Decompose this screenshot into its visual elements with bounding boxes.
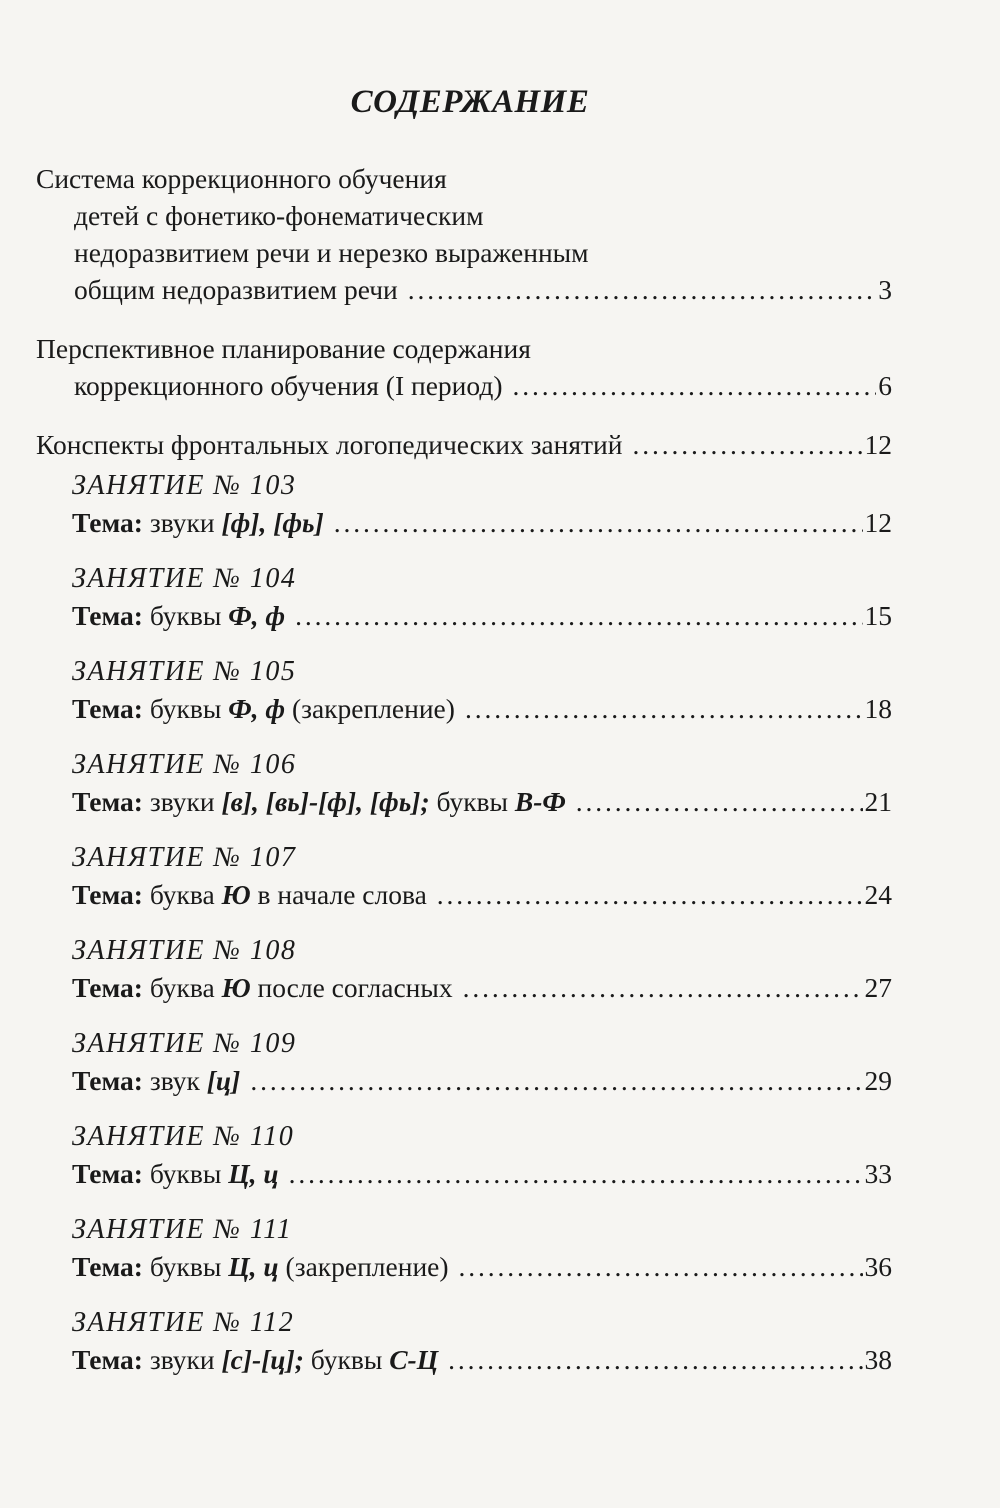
theme-text: звуки	[142, 1344, 222, 1375]
page-number: 12	[864, 507, 892, 538]
dot-leader	[566, 783, 863, 820]
toc-entry-planning[interactable]	[36, 330, 892, 404]
page-number: 21	[864, 786, 892, 817]
lesson-title: ЗАНЯТИЕ № 110	[72, 1121, 295, 1152]
theme-label: Тема:	[72, 600, 143, 631]
lesson-theme-text	[72, 783, 566, 820]
lesson-theme-line	[72, 504, 892, 541]
lesson-theme-line	[72, 1248, 892, 1285]
theme-emphasis: Ц, ц	[228, 1251, 279, 1282]
page-number: 15	[864, 600, 892, 631]
theme-emphasis: Ф, ф	[228, 600, 286, 631]
theme-emphasis: С-Ц	[389, 1344, 439, 1375]
theme-text: буква	[142, 972, 222, 1003]
theme-text: буквы	[142, 1158, 229, 1189]
lesson-theme-text	[72, 597, 285, 634]
theme-label: Тема:	[72, 1251, 143, 1282]
lesson-theme-line	[72, 1341, 892, 1378]
page-number: 24	[864, 879, 892, 910]
theme-text: в начале слова	[250, 879, 427, 910]
theme-label: Тема:	[72, 1065, 143, 1096]
theme-label: Тема:	[72, 879, 143, 910]
lesson-theme-text	[72, 1248, 449, 1285]
theme-text: буквы	[142, 600, 229, 631]
lesson-theme-text	[72, 690, 455, 727]
lesson-theme-line	[72, 1062, 892, 1099]
lesson-theme-text	[72, 1062, 240, 1099]
dot-leader	[398, 271, 876, 308]
toc-lesson-entry[interactable]	[36, 560, 892, 634]
theme-label: Тема:	[72, 693, 143, 724]
page-number: 38	[864, 1344, 892, 1375]
theme-emphasis: Ю	[221, 972, 251, 1003]
lesson-title: ЗАНЯТИЕ № 108	[72, 935, 297, 966]
theme-emphasis: Ц, ц	[228, 1158, 279, 1189]
dot-leader	[503, 367, 877, 404]
theme-label: Тема:	[72, 1158, 143, 1189]
dot-leader	[453, 969, 863, 1006]
lesson-theme-text	[72, 969, 453, 1006]
toc-lesson-entry[interactable]	[36, 467, 892, 541]
dot-leader	[438, 1341, 862, 1378]
dot-leader	[240, 1062, 862, 1099]
theme-emphasis: Ф, ф	[228, 693, 286, 724]
theme-text: звуки	[142, 507, 222, 538]
dot-leader	[622, 426, 862, 463]
dot-leader	[449, 1248, 863, 1285]
toc-lesson-entry[interactable]	[36, 653, 892, 727]
page-number: 27	[864, 972, 892, 1003]
toc-entry-line: Система коррекционного обучения	[36, 163, 447, 194]
page-number: 6	[878, 370, 892, 401]
theme-emphasis: [ц]	[206, 1065, 241, 1096]
theme-text: (закрепление)	[285, 693, 455, 724]
theme-text: звук	[142, 1065, 207, 1096]
dot-leader	[279, 1155, 863, 1192]
page-number: 18	[864, 693, 892, 724]
lesson-theme-line	[72, 783, 892, 820]
page-number: 36	[864, 1251, 892, 1282]
lesson-theme-line	[72, 1155, 892, 1192]
toc-entry-line: Перспективное планирование содержания	[36, 333, 531, 364]
theme-label: Тема:	[72, 786, 143, 817]
toc-lesson-entry[interactable]	[36, 1211, 892, 1285]
toc-entry-system[interactable]	[36, 160, 892, 308]
lesson-theme-text	[72, 504, 324, 541]
theme-emphasis: [в], [вь]-[ф], [фь];	[221, 786, 430, 817]
lesson-title: ЗАНЯТИЕ № 103	[72, 470, 297, 501]
theme-emphasis: Ю	[221, 879, 251, 910]
theme-label: Тема:	[72, 972, 143, 1003]
theme-text: после согласных	[250, 972, 453, 1003]
lesson-title: ЗАНЯТИЕ № 106	[72, 749, 297, 780]
dot-leader	[427, 876, 863, 913]
lesson-list	[36, 467, 892, 1378]
toc-entry-line	[36, 426, 892, 463]
lesson-title: ЗАНЯТИЕ № 104	[72, 563, 297, 594]
dot-leader	[285, 597, 862, 634]
page-number: 29	[864, 1065, 892, 1096]
theme-emphasis: В-Ф	[514, 786, 566, 817]
toc-lesson-entry[interactable]	[36, 1025, 892, 1099]
theme-label: Тема:	[72, 507, 143, 538]
toc-entry-text: коррекционного обучения (I период)	[74, 370, 503, 401]
lesson-theme-text	[72, 876, 427, 913]
lesson-theme-line	[72, 969, 892, 1006]
toc-lesson-entry[interactable]	[36, 1304, 892, 1378]
theme-emphasis: [ф], [фь]	[221, 507, 324, 538]
lesson-theme-text	[72, 1155, 279, 1192]
theme-text: буквы	[142, 693, 229, 724]
lesson-title: ЗАНЯТИЕ № 105	[72, 656, 297, 687]
lesson-title: ЗАНЯТИЕ № 109	[72, 1028, 297, 1059]
page-title: СОДЕРЖАНИЕ	[350, 84, 590, 120]
lesson-theme-line	[72, 876, 892, 913]
lesson-title: ЗАНЯТИЕ № 112	[72, 1307, 295, 1338]
theme-text: (закрепление)	[278, 1251, 449, 1282]
theme-text: звуки	[142, 786, 222, 817]
lesson-title: ЗАНЯТИЕ № 111	[72, 1214, 293, 1245]
toc-entry-line	[36, 271, 892, 308]
toc-lesson-entry[interactable]	[36, 746, 892, 820]
toc-entry-line	[36, 367, 892, 404]
theme-text: буква	[142, 879, 222, 910]
dot-leader	[324, 504, 863, 541]
page-number: 33	[864, 1158, 892, 1189]
page-number: 3	[878, 274, 892, 305]
theme-label: Тема:	[72, 1344, 143, 1375]
theme-text: буквы	[429, 786, 515, 817]
lesson-theme-line	[72, 597, 892, 634]
theme-text: буквы	[142, 1251, 229, 1282]
toc-entry-lessons[interactable]	[36, 426, 892, 463]
toc-lesson-entry[interactable]	[36, 839, 892, 913]
toc-entry-line: детей с фонетико-фонематическим	[74, 200, 484, 231]
lesson-theme-line	[72, 690, 892, 727]
table-of-contents	[36, 160, 892, 1378]
dot-leader	[455, 690, 863, 727]
page-number: 12	[864, 429, 892, 460]
toc-entry-text: общим недоразвитием речи	[74, 274, 398, 305]
toc-entry-line: недоразвитием речи и нерезко выраженным	[74, 237, 589, 268]
theme-text: буквы	[303, 1344, 390, 1375]
toc-lesson-entry[interactable]	[36, 1118, 892, 1192]
toc-lesson-entry[interactable]	[36, 932, 892, 1006]
lesson-theme-text	[72, 1341, 438, 1378]
lesson-title: ЗАНЯТИЕ № 107	[72, 842, 297, 873]
toc-entry-text: Конспекты фронтальных логопедических занятий	[36, 429, 623, 460]
theme-emphasis: [с]-[ц];	[221, 1344, 304, 1375]
